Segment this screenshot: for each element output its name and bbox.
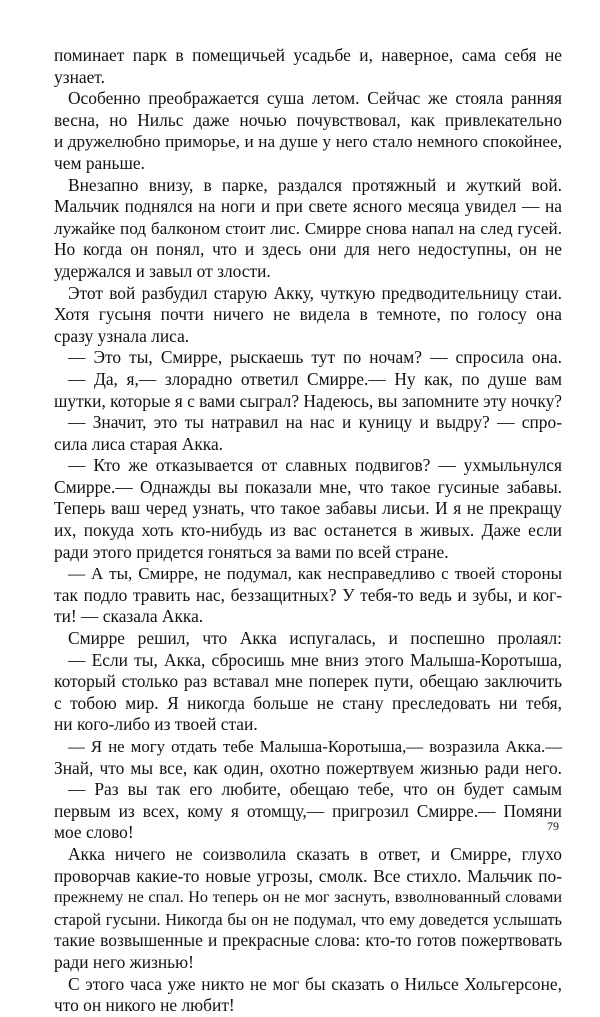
- text-line: — Да, я,— злорадно ответил Смирре.— Ну как, по душе вам: [68, 368, 562, 389]
- text-line: проворчав какие-то новые угрозы, смолк. Все стихло. Мальчик по-: [54, 865, 562, 886]
- text-line: — А ты, Смирре, не подумал, как несправедливо с твоей стороны: [68, 564, 562, 584]
- text-line: сила лиса старая Акка.: [54, 433, 224, 454]
- text-line: ради этого придется гоняться за вами по всей стране.: [54, 541, 449, 562]
- text-line: удержался и завыл от злости.: [54, 260, 271, 281]
- text-line: ради него жизнью!: [54, 951, 194, 972]
- text-line: ти! — сказала Акка.: [54, 606, 204, 627]
- text-line: их, покуда хоть кто-нибудь из вас останется в живых. Даже если: [54, 520, 562, 541]
- text-line: старой гусыни. Никогда бы он не подумал, что ему доведется услышать: [54, 909, 562, 929]
- text-line: так подло травить нас, беззащитных? У тебя-то ведь и зубы, и ког-: [54, 584, 562, 605]
- text-line: — Это ты, Смирре, рыскаешь тут по ночам? — спросила она.: [68, 347, 562, 368]
- text-line: сразу узнала лиса.: [54, 325, 190, 346]
- text-line: чем раньше.: [54, 152, 145, 173]
- text-line: Знай, что мы все, как один, охотно пожертвуем жизнью ради него.: [54, 757, 562, 778]
- text-line: — Кто же отказывается от славных подвигов? — ухмыльнулся: [68, 455, 562, 476]
- text-line: — Я не могу отдать тебе Малыша-Коротыша,— возразила Акка.—: [68, 737, 562, 756]
- text-line: весна, но Нильс даже ночью почувствовал, как привлекательно: [54, 109, 562, 130]
- text-line: который столько раз вставал мне поперек пути, обещаю заключить: [54, 671, 562, 692]
- text-line: шутки, которые я с вами сыграл? Надеюсь, вы запомните эту ночку?: [54, 390, 562, 411]
- text-line: с тобою мир. Я никогда больше не стану преследовать ни тебя,: [54, 692, 562, 713]
- text-line: Особенно преображается суша летом. Сейчас же стояла ранняя: [68, 88, 562, 109]
- text-line: Хотя гусыня почти ничего не видела в темноте, по голосу она: [54, 304, 562, 325]
- text-line: Смирре решил, что Акка испугалась, и поспешно пролаял:: [68, 628, 562, 649]
- page-number: 79: [547, 819, 559, 833]
- text-line: С этого часа уже никто не мог бы сказать о Нильсе Хольгерсоне,: [68, 973, 562, 994]
- text-line: Но когда он понял, что и здесь они для него недоступны, он не: [54, 239, 562, 260]
- text-line: и дружелюбно приморье, и на душе у него стало немного спокойнее,: [54, 132, 562, 152]
- text-line: Теперь ваш черед узнать, что такое забавы лисьи. И я не прекращу: [54, 498, 562, 519]
- text-line: — Если ты, Акка, сбросишь мне вниз этого Малыша-Коротыша,: [68, 649, 562, 670]
- text-line: мое слово!: [54, 822, 134, 843]
- text-line: прежнему не спал. Но теперь он не мог заснуть, взволнованный словами: [54, 888, 562, 907]
- text-line: первым из всех, кому я отомщу,— пригрозил Смирре.— Помяни: [54, 800, 562, 821]
- text-line: ни кого-либо из твоей стаи.: [54, 714, 258, 735]
- text-line: — Раз вы так его любите, обещаю тебе, что он будет самым: [68, 779, 562, 800]
- text-line: Смирре.— Однажды вы показали мне, что такое гусиные забавы.: [54, 476, 562, 497]
- text-line: такие возвышенные и прекрасные слова: кто-то готов пожертвовать: [54, 930, 562, 951]
- text-line: поминает парк в помещичьей усадьбе и, наверное, сама себя не: [54, 45, 562, 65]
- text-line: лужайке под балконом стоит лис. Смирре снова напал на след гусей.: [54, 218, 562, 238]
- text-line: Акка ничего не соизволила сказать в ответ, и Смирре, глухо: [68, 843, 562, 864]
- text-line: — Значит, это ты натравил на нас и куницу и выдру? — спро-: [68, 412, 562, 433]
- text-line: что он никого не любит!: [54, 995, 235, 1016]
- text-line: узнает.: [54, 66, 105, 87]
- text-line: Мальчик поднялся на ноги и при свете ясного месяца увидел — на: [54, 196, 562, 217]
- text-line: Внезапно внизу, в парке, раздался протяжный и жуткий вой.: [68, 174, 562, 195]
- text-line: Этот вой разбудил старую Акку, чуткую предводительницу стаи.: [68, 282, 562, 303]
